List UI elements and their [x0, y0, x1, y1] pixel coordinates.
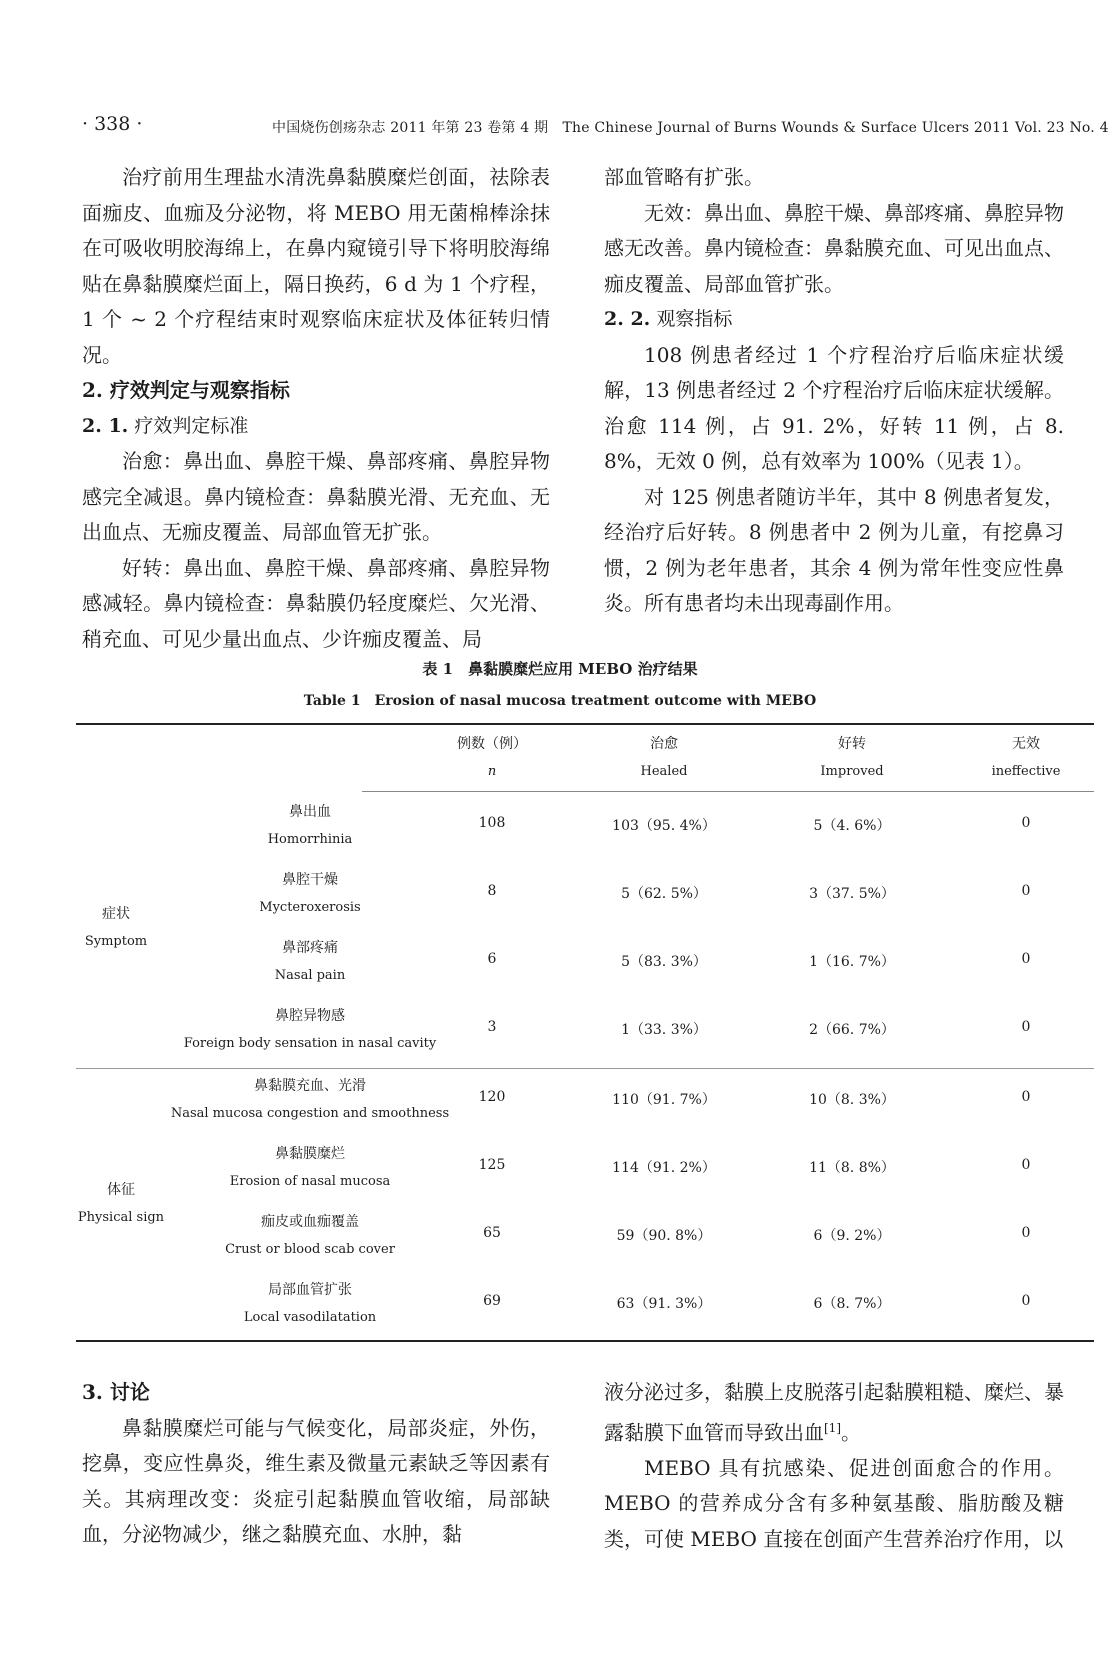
cell-ineffective: 0	[1021, 1157, 1031, 1173]
cell-healed: 63（91. 3%）	[616, 1296, 712, 1312]
discussion-paragraph: 鼻黏膜糜烂可能与气候变化，局部炎症，外伤，挖鼻，变应性鼻炎，维生素及微量元素缺乏等因素有关。其病理改变：炎症引起黏膜血管收缩，局部缺血，分泌物减少，继之黏膜充血、水肿，黏	[82, 1415, 550, 1546]
table-group-divider	[76, 1068, 1094, 1069]
cell-ineffective: 0	[1021, 883, 1031, 899]
journal-header: 中国烧伤创疡杂志 2011 年第 23 卷第 4 期 The Chinese Journal of Burns Wounds & Surface Ulcers 2011 Vol. 23 No. 4	[272, 120, 1109, 136]
cell-ineffective: 0	[1021, 951, 1031, 967]
cell-improved: 1（16. 7%）	[809, 954, 895, 970]
cell-ineffective: 0	[1021, 1019, 1031, 1035]
observation-paragraph-2: 对 125 例患者随访半年，其中 8 例患者复发，经治疗后好转。8 例患者中 2 例为儿童，有挖鼻习惯，2 例为老年患者，其余 4 例为常年性变应性鼻炎。所有患者均未出现毒副作用。	[604, 484, 1064, 615]
cell-improved: 6（8. 7%）	[813, 1296, 891, 1312]
cell-healed: 103（95. 4%）	[612, 818, 716, 834]
section-3-heading: 3. 讨论	[82, 1380, 150, 1404]
cell-healed: 5（62. 5%）	[621, 886, 707, 902]
cell-n: 69	[483, 1293, 501, 1309]
subsection-title: 观察指标	[656, 308, 733, 330]
page-number: · 338 ·	[82, 113, 143, 135]
row-label: 鼻腔异物感 Foreign body sensation in nasal cavity	[183, 1008, 437, 1051]
table-caption-zh: 表 1 鼻黏膜糜烂应用 MEBO 治疗结果	[422, 660, 698, 678]
row-label: 鼻腔干燥 Mycteroxerosis	[259, 872, 361, 915]
cell-improved: 5（4. 6%）	[813, 818, 891, 834]
cure-criteria-paragraph: 治愈：鼻出血、鼻腔干燥、鼻部疼痛、鼻腔异物感完全减退。鼻内镜检查：鼻黏膜光滑、无充血、无出血点、无痂皮覆盖、局部血管无扩张。	[82, 449, 550, 544]
row-label: 局部血管扩张 Local vasodilatation	[243, 1282, 377, 1325]
subsection-2-2-heading	[604, 302, 1064, 338]
observation-paragraph-1: 108 例患者经过 1 个疗程治疗后临床症状缓解，13 例患者经过 2 个疗程治疗后临床症状缓解。治愈 114 例，占 91. 2%，好转 11 例，占 8. 8%，无效 0 例，总有效率为 100%（见表 1）。	[604, 342, 1064, 473]
column-header-ineffective: 无效 ineffective	[991, 736, 1061, 779]
cell-n: 8	[487, 883, 497, 899]
column-header-n: 例数（例） n	[457, 736, 527, 779]
row-label: 鼻出血 Homorrhinia	[267, 804, 353, 847]
cell-ineffective: 0	[1021, 815, 1031, 831]
section-2-heading: 2. 疗效判定与观察指标	[82, 378, 290, 402]
subsection-title: 疗效判定标准	[134, 414, 249, 437]
table-caption-en: Table 1 Erosion of nasal mucosa treatment outcome with MEBO	[303, 693, 817, 709]
cell-n: 3	[487, 1019, 497, 1035]
cell-improved: 6（9. 2%）	[813, 1228, 891, 1244]
cell-ineffective: 0	[1021, 1293, 1031, 1309]
right-column-top	[604, 160, 1064, 622]
right-column-bottom	[604, 1375, 1064, 1557]
continued-paragraph: 部血管略有扩张。	[604, 165, 764, 189]
ineffective-criteria-paragraph: 无效：鼻出血、鼻腔干燥、鼻部疼痛、鼻腔异物感无改善。鼻内镜检查：鼻黏膜充血、可见出血点、痂皮覆盖、局部血管扩张。	[604, 200, 1064, 296]
mebo-paragraph: MEBO 具有抗感染、促进创面愈合的作用。MEBO 的营养成分含有多种氨基酸、脂肪酸及糖类，可使 MEBO 直接在创面产生营养治疗作用，以	[604, 1455, 1064, 1551]
left-column-top	[82, 160, 550, 657]
group-label-physical-sign: 体征 Physical sign	[77, 1182, 165, 1225]
cell-healed: 114（91. 2%）	[612, 1160, 716, 1176]
table-bottom-rule	[76, 1340, 1094, 1342]
cell-n: 65	[483, 1225, 501, 1241]
cell-healed: 110（91. 7%）	[612, 1092, 716, 1108]
treatment-paragraph: 治疗前用生理盐水清洗鼻黏膜糜烂创面，祛除表面痂皮、血痂及分泌物，将 MEBO 用无菌棉棒涂抹在可吸收明胶海绵上，在鼻内窥镜引导下将明胶海绵贴在鼻黏膜糜烂面上，隔日换药，6 d 为 1 个疗程，1 个 ~ 2 个疗程结束时观察临床症状及体征转归情况。	[82, 165, 550, 367]
cell-ineffective: 0	[1021, 1089, 1031, 1105]
cell-improved: 10（8. 3%）	[809, 1092, 895, 1108]
subsection-number: 2. 1.	[82, 414, 129, 437]
cell-healed: 59（90. 8%）	[616, 1228, 712, 1244]
row-label: 鼻部疼痛 Nasal pain	[274, 940, 346, 983]
cell-n: 125	[478, 1157, 506, 1173]
cell-healed: 5（83. 3%）	[621, 954, 707, 970]
cell-n: 6	[487, 951, 497, 967]
group-label-symptom: 症状 Symptom	[84, 906, 148, 949]
row-label: 鼻黏膜糜烂 Erosion of nasal mucosa	[229, 1146, 391, 1189]
cell-healed: 1（33. 3%）	[621, 1022, 707, 1038]
cell-improved: 11（8. 8%）	[809, 1160, 895, 1176]
subsection-2-1-heading	[82, 409, 550, 445]
cell-improved: 3（37. 5%）	[809, 886, 895, 902]
table-top-rule	[76, 723, 1094, 725]
column-header-healed: 治愈 Healed	[640, 736, 688, 779]
cell-n: 108	[478, 815, 506, 831]
reference-marker: [1]	[824, 1420, 841, 1435]
row-label: 痂皮或血痂覆盖 Crust or blood scab cover	[225, 1214, 395, 1257]
subsection-number: 2. 2.	[604, 308, 651, 330]
improve-criteria-paragraph: 好转：鼻出血、鼻腔干燥、鼻部疼痛、鼻腔异物感减轻。鼻内镜检查：鼻黏膜仍轻度糜烂、欠光滑、稍充血、可见少量出血点、少许痂皮覆盖、局	[82, 555, 550, 651]
row-label: 鼻黏膜充血、光滑 Nasal mucosa congestion and smoothness	[170, 1078, 450, 1121]
cell-improved: 2（66. 7%）	[809, 1022, 895, 1038]
table-header-rule	[362, 791, 1094, 792]
left-column-bottom	[82, 1375, 550, 1553]
cell-n: 120	[478, 1089, 506, 1105]
cell-ineffective: 0	[1021, 1225, 1031, 1241]
discussion-continued-paragraph: 液分泌过多，黏膜上皮脱落引起黏膜粗糙、糜烂、暴露黏膜下血管而导致出血[1]。	[604, 1380, 1064, 1445]
column-header-improved: 好转 Improved	[820, 736, 884, 779]
